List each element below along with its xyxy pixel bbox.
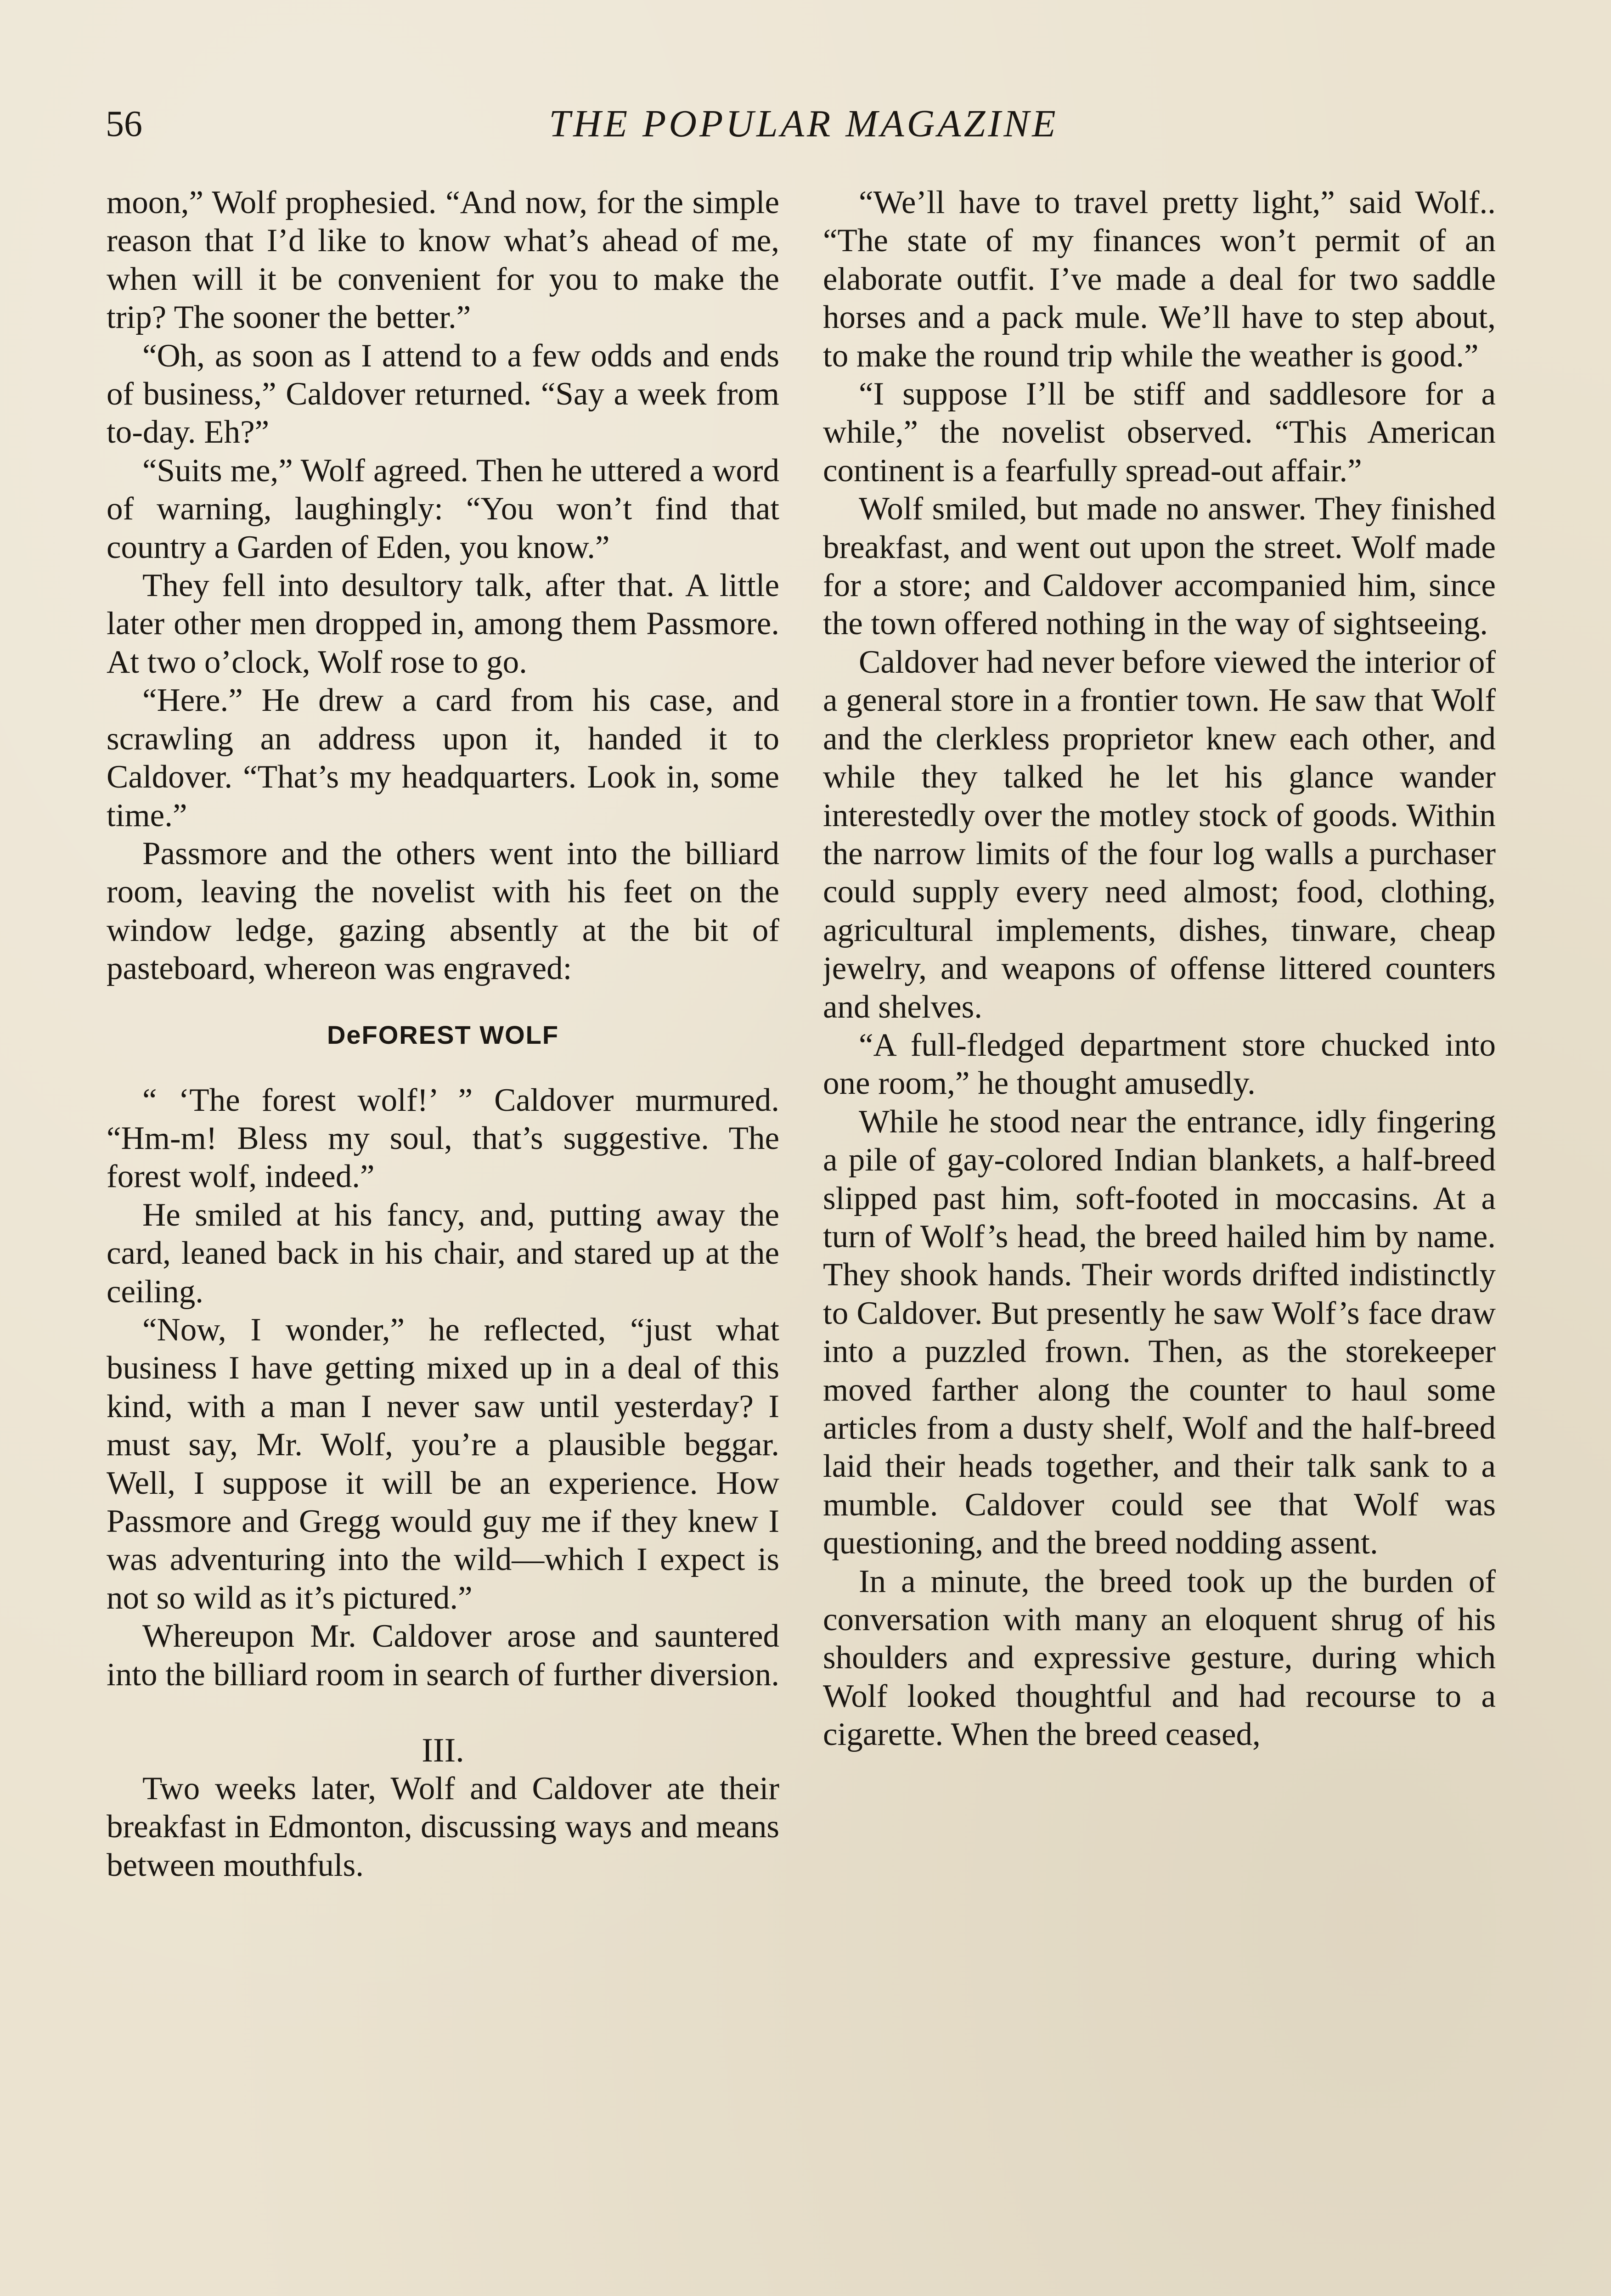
paragraph: “We’ll have to travel pretty light,” said Wolf.. “The state of my finances won’t permit of an elaborate outfit. I’ve made a deal for two saddle horses and a pack mule. We’ll have to step about, to make the round trip while the weather is good.” [823,185,1496,374]
right-text-column [823,184,1496,2296]
paragraph: “Suits me,” Wolf agreed. Then he uttered a word of warning, laughingly: “You won’t find that country a Garden of Eden, you know.” [107,452,779,565]
paragraph: They fell into desultory talk, after that. A little later other men dropped in, among them Passmore. At two o’clock, Wolf rose to go. [107,568,779,680]
magazine-title: THE POPULAR MAGAZINE [549,102,1059,145]
paragraph: Wolf smiled, but made no answer. They finished breakfast, and went out upon the street. Wolf made for a store; and Caldover accompanied him, since the town offered nothing in the way of sightseeing. [823,491,1496,642]
paragraph: Passmore and the others went into the billiard room, leaving the novelist with his feet on the window ledge, gazing absently at the bit of pasteboard, whereon was engraved: [107,835,779,987]
paragraph: “A full-fledged department store chucked into one room,” he thought amusedly. [823,1027,1496,1102]
paragraph: Caldover had never before viewed the interior of a general store in a frontier town. He saw that Wolf and the clerkless proprietor knew each other, and while they talked he let his glance wander interestedly over the motley stock of goods. Within the narrow limits of the four log walls a purchaser could supply every need almost; food, clothing, agricultural implements, dishes, tinware, cheap jewelry, and weapons of offense littered counters and shelves. [823,644,1496,1025]
card-inscription: DeFOREST WOLF [327,1020,559,1049]
paragraph: He smiled at his fancy, and, putting away the card, leaned back in his chair, and stared up at the ceiling. [107,1197,779,1310]
paragraph: Whereupon Mr. Caldover arose and sauntered into the billiard room in search of further diversion. [107,1618,779,1693]
paragraph: In a minute, the breed took up the burden of conversation with many an eloquent shrug of his shoulders and expressive gesture, during which Wolf looked thoughtful and had recourse to a cigarette. When the breed ceased, [823,1563,1496,1753]
paragraph: “Oh, as soon as I attend to a few odds and ends of business,” Caldover returned. “Say a week from to-day. Eh?” [107,338,779,450]
paragraph: moon,” Wolf prophesied. “And now, for the simple reason that I’d like to know what’s ahead of me, when will it be convenient for you to make the trip? The sooner the better.” [107,185,779,336]
page-header [106,99,1502,149]
paragraph: “Here.” He drew a card from his case, and scrawling an address upon it, handed it to Caldover. “That’s my headquarters. Look in, some time.” [107,682,779,833]
paragraph: While he stood near the entrance, idly fingering a pile of gay-colored Indian blankets, a half-breed slipped past him, soft-footed in moccasins. At a turn of Wolf’s head, the breed hailed him by name. They shook hands. Their words drifted indistinctly to Caldover. But presently he saw Wolf’s face draw into a puzzled frown. Then, as the storekeeper moved farther along the counter to haul some articles from a dusty shelf, Wolf and the half-breed laid their heads together, and their talk sank to a mumble. Caldover could see that Wolf was questioning, and the breed nodding assent. [823,1103,1496,1561]
page-number: 56 [106,104,142,144]
paragraph: “I suppose I’ll be stiff and saddlesore for a while,” the novelist observed. “This American continent is a fearfully spread-out affair.” [823,376,1496,489]
paragraph: “Now, I wonder,” he reflected, “just what business I have getting mixed up in a deal of this kind, with a man I never saw until yesterday? I must say, Mr. Wolf, you’re a plausible beggar. Well, I suppose it will be an experience. How Passmore and Gregg would guy me if they knew I was adventuring into the wild—which I expect is not so wild as it’s pictured.” [107,1311,779,1616]
paragraph: Two weeks later, Wolf and Caldover ate their breakfast in Edmonton, discussing ways and means between mouthfuls. [107,1771,779,1883]
left-text-column [107,184,779,2296]
section-heading: III. [422,1732,464,1770]
paragraph: “ ‘The forest wolf!’ ” Caldover murmured. “Hm-m! Bless my soul, that’s suggestive. The forest wolf, indeed.” [107,1082,779,1195]
